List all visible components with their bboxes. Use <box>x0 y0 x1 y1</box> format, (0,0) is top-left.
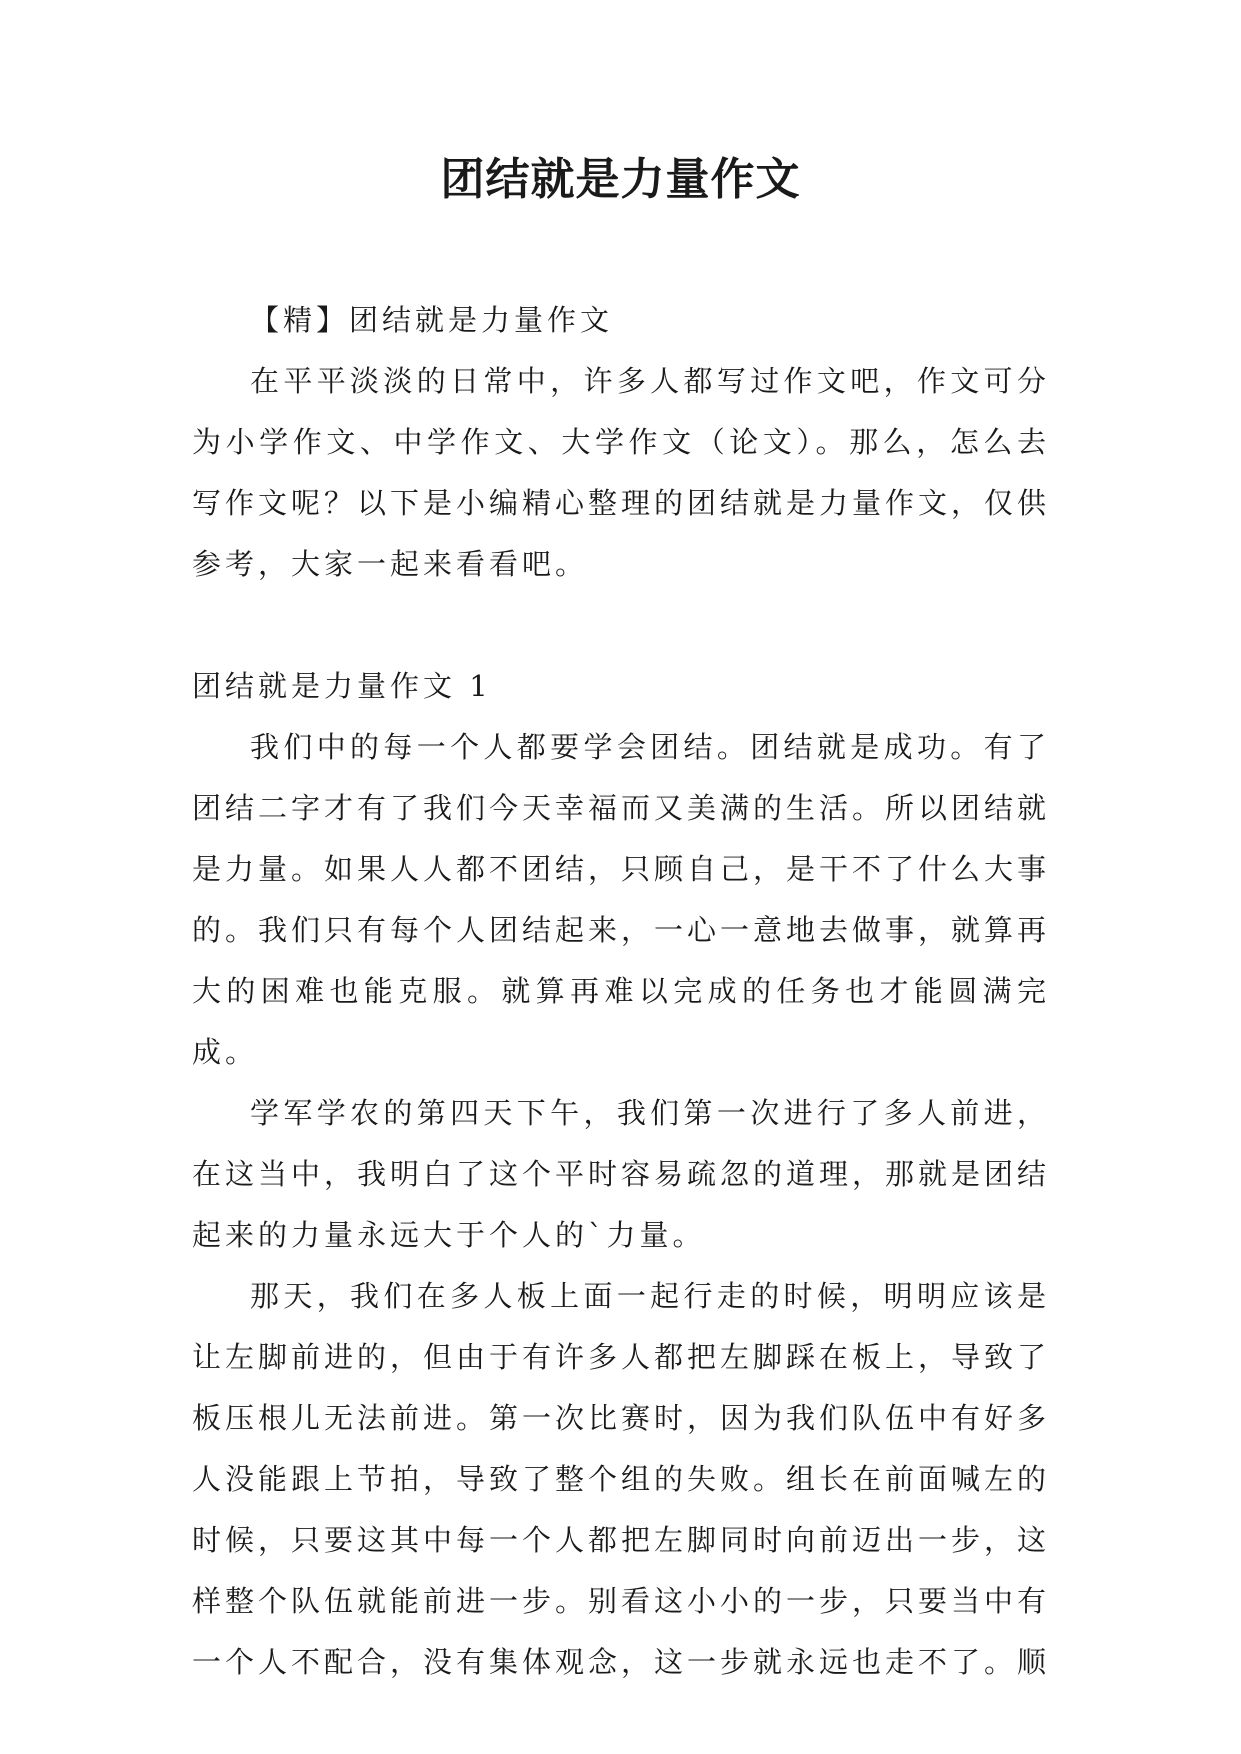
document-body <box>192 290 1050 1693</box>
document-title: 团结就是力量作文 <box>440 154 801 205</box>
paragraph-body: 我们中的每一个人都要学会团结。团结就是成功。有了团结二字才有了我们今天幸福而又美满的生活。所以团结就是力量。如果人人都不团结，只顾自己，是干不了什么大事的。我们只有每个人团结起来，一心一意地去做事，就算再大的困难也能克服。就算再难以完成的任务也才能圆满完成。 <box>192 730 1051 1069</box>
paragraph-body: 学军学农的第四天下午，我们第一次进行了多人前进，在这当中，我明白了这个平时容易疏忽的道理，那就是团结起来的力量永远大于个人的`力量。 <box>192 1096 1051 1252</box>
paragraph-body: 那天，我们在多人板上面一起行走的时候，明明应该是让左脚前进的，但由于有许多人都把左脚踩在板上，导致了板压根儿无法前进。第一次比赛时，因为我们队伍中有好多人没能跟上节拍，导致了整个组的失败。组长在前面喊左的时候，只要这其中每一个人都把左脚同时向前迈出一步，这样整个队伍就能前进一步。别看这小小的一步，只要当中有一个人不配合，没有集体观念，这一步就永远也走不了。顺 <box>192 1279 1051 1679</box>
paragraph-intro: 在平平淡淡的日常中，许多人都写过作文吧，作文可分为小学作文、中学作文、大学作文（论文）。那么，怎么去写作文呢？以下是小编精心整理的团结就是力量作文，仅供参考，大家一起来看看吧。 <box>192 364 1051 581</box>
section-heading: 团结就是力量作文 1 <box>192 669 492 703</box>
paragraph-subtitle: 【精】团结就是力量作文 <box>250 303 614 337</box>
